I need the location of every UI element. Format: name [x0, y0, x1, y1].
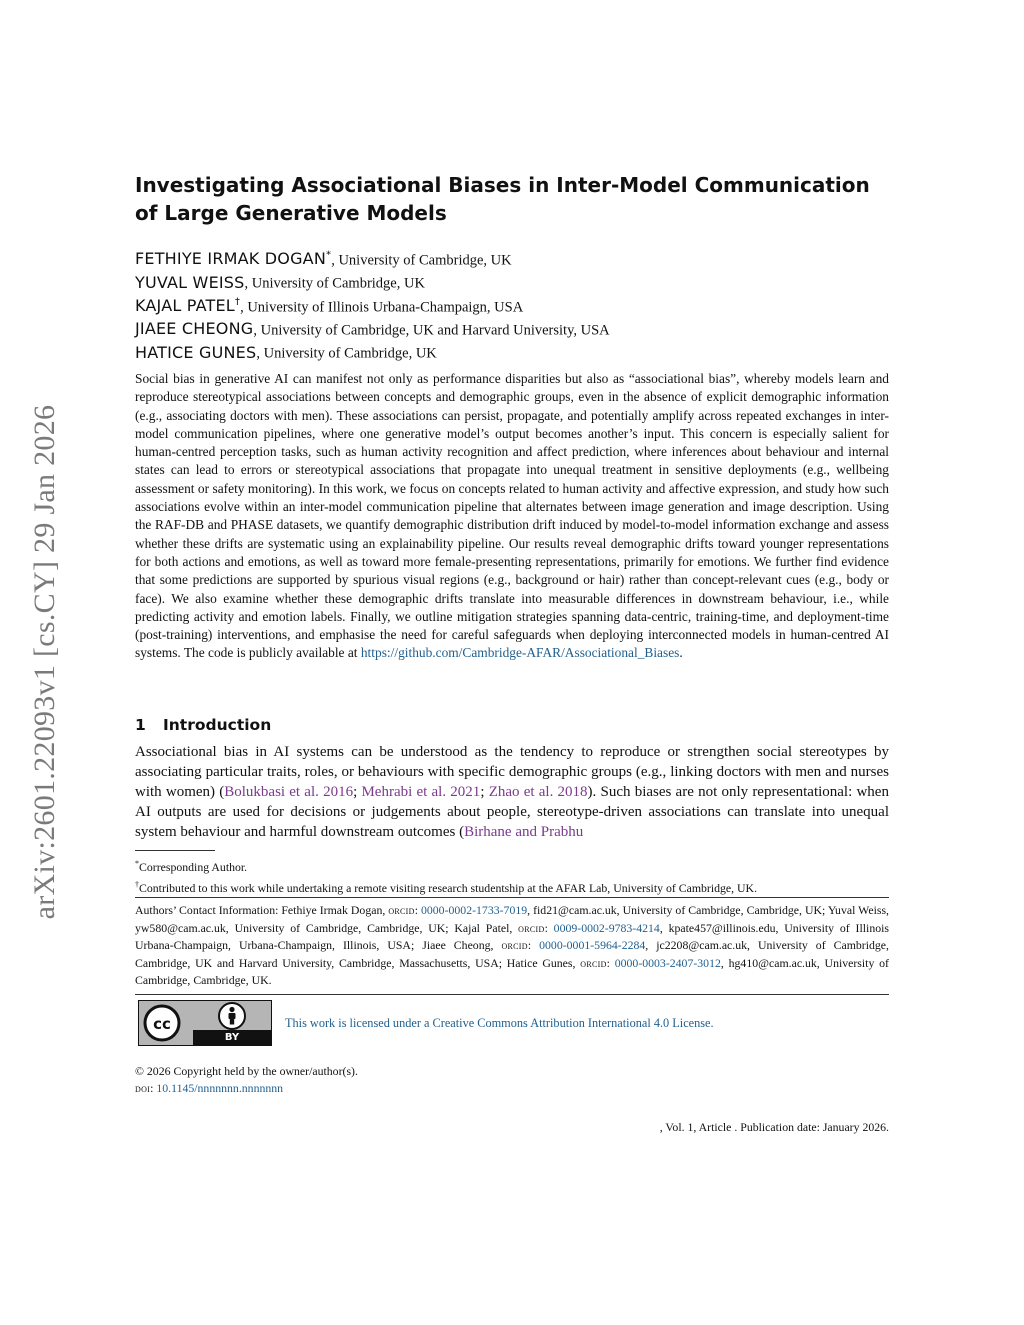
- author-affiliation: , University of Cambridge, UK: [256, 345, 437, 362]
- citation-link[interactable]: Zhao et al. 2018: [488, 784, 588, 800]
- author-affiliation: , University of Cambridge, UK: [244, 275, 425, 292]
- doi-link[interactable]: 10.1145/nnnnnnn.nnnnnnn: [156, 1081, 284, 1095]
- orcid-link[interactable]: 0000-0002-1733-7019: [420, 903, 528, 917]
- abstract: Social bias in generative AI can manifest not only as performance disparities but also as “associational bias”, whereby models learn and reproduce stereotypical associations between concepts and demographic groups, even in the absence of explicit demographic information (e.g., associating doctors with men). These associations can persist, propagate, and potentially amplify across repeated exchanges in inter-model communication pipelines, where one generative model’s output becomes another’s input. This concern is especially salient for human-centred perception tasks, such as human activity recognition and affect prediction, where inferences about behaviour and internal states can lead to errors or stereotypical associations that propagate into unequal treatment in sensitive deployments (e.g., wellbeing assessment or safety monitoring). In this work, we focus on concepts related to human activity and affective expression, and study how such associations evolve within an inter-model communication pipeline that alternates between image generation and image description. Using the RAF-DB and PHASE datasets, we quantify demographic distribution drift induced by model-to-model information exchange and assess whether these drifts are systematic using an explainability pipeline. Our results reveal demographic drifts toward younger representations for both actions and emotions, as well as toward more female-presenting representations, primarily for emotions. We further find evidence that some predictions are supported by spurious visual regions (e.g., background or hair) rather than concept-relevant cues (e.g., body or face). We also examine whether these demographic drifts translate into measurable differences in downstream behaviour, i.e., while predicting activity and emotion labels. Finally, we outline mitigation strategies spanning data-centric, training-time, and deployment-time (post-training) interventions, and emphasise the need for careful safeguards when deploying interconnected models in human-centred AI systems. The code is publicly available at https://github.com/Cambridge-AFAR/Associational_Biases.: [135, 371, 889, 661]
- section-heading-introduction: 1 Introduction: [135, 716, 272, 734]
- author-entry: [135, 337, 889, 360]
- author-affiliation: , University of Illinois Urbana-Champaign, USA: [240, 298, 524, 315]
- citation-link[interactable]: Birhane and Prabhu: [464, 824, 584, 840]
- author-contact-information: Authors’ Contact Information: Fethiye Irmak Dogan, orcid: 0000-0002-1733-7019, fid21@cam.ac.uk, University of Cambridge, Cambridge, UK; Yuval Weiss, yw580@cam.ac.uk, University of Cambridge, Cambridge, UK; Kajal Patel, orcid: 0009-0002-9783-4214, kpate457@illinois.edu, University of Illinois Urbana-Champaign, Urbana-Champaign, Illinois, USA; Jiaee Cheong, orcid: 0000-0001-5964-2284, jc2208@cam.ac.uk, University of Cambridge, Cambridge, UK and Harvard University, Cambridge, Massachusetts, USA; Hatice Gunes, orcid: 0000-0003-2407-3012, hg410@cam.ac.uk, University of Cambridge, Cambridge, UK.: [135, 903, 889, 988]
- citation-link[interactable]: Bolukbasi et al. 2016: [224, 784, 354, 800]
- author-name: HATICE GUNES: [135, 342, 257, 362]
- author-entry: [135, 314, 889, 337]
- author-entry: [135, 267, 889, 290]
- contact-divider: [135, 897, 889, 898]
- paper-title: Investigating Associational Biases in Inter-Model Communication of Large Generative Models: [135, 173, 870, 225]
- author-affiliation: , University of Cambridge, UK: [331, 252, 512, 269]
- orcid-link[interactable]: 0009-0002-9783-4214: [553, 920, 660, 935]
- license-link[interactable]: This work is licensed under a Creative Commons Attribution International 4.0 License.: [285, 1016, 714, 1030]
- creative-commons-by-badge[interactable]: [138, 1000, 272, 1046]
- author-list: [135, 244, 889, 360]
- author-entry: [135, 244, 889, 267]
- attribution-person-icon: [217, 1001, 247, 1031]
- doi-line: doi: 10.1145/nnnnnnn.nnnnnnn: [135, 1081, 284, 1095]
- footnotes: [135, 855, 889, 897]
- author-name: KAJAL PATEL†: [135, 295, 241, 315]
- copyright-line: © 2026 Copyright held by the owner/author(s).: [135, 1064, 358, 1078]
- by-label: BY: [193, 1030, 271, 1045]
- introduction-paragraph: Associational bias in AI systems can be understood as the tendency to reproduce or strengthen social stereotypes by associating particular traits, roles, or behaviours with specific demographic groups (e.g., linking doctors with men and nurses with women) (Bolukbasi et al. 2016; Mehrabi et al. 2021; Zhao et al. 2018). Such biases are not only representational: when AI outputs are used for decisions or judgements about people, stereotype-driven associations can translate into unequal system behaviour and harmful downstream outcomes (Birhane and Prabhu: [135, 744, 889, 840]
- footnote: *Corresponding Author.: [135, 859, 248, 874]
- citation-link[interactable]: Mehrabi et al. 2021: [361, 784, 481, 800]
- running-footer: , Vol. 1, Article . Publication date: January 2026.: [659, 1120, 889, 1134]
- arxiv-identifier-stamp: arXiv:2601.22093v1 [cs.CY] 29 Jan 2026: [28, 404, 61, 920]
- license-divider: [135, 994, 889, 995]
- svg-text:cc: cc: [153, 1015, 171, 1033]
- footnote: †Contributed to this work while undertaking a remote visiting research studentship at the AFAR Lab, University of Cambridge, UK.: [135, 879, 758, 895]
- orcid-link[interactable]: 0000-0001-5964-2284: [539, 938, 646, 953]
- author-name: JIAEE CHEONG: [135, 319, 254, 339]
- footnote-divider: [135, 850, 215, 851]
- cc-icon: [142, 1003, 182, 1043]
- orcid-link[interactable]: 0000-0003-2407-3012: [614, 955, 721, 970]
- author-entry: [135, 291, 889, 314]
- code-repository-link[interactable]: https://github.com/Cambridge-AFAR/Associational_Biases: [360, 645, 680, 661]
- author-name: YUVAL WEISS: [135, 272, 245, 292]
- author-affiliation: , University of Cambridge, UK and Harvard University, USA: [253, 322, 610, 339]
- author-name: FETHIYE IRMAK DOGAN*: [135, 249, 332, 269]
- copyright-block: [135, 1063, 889, 1098]
